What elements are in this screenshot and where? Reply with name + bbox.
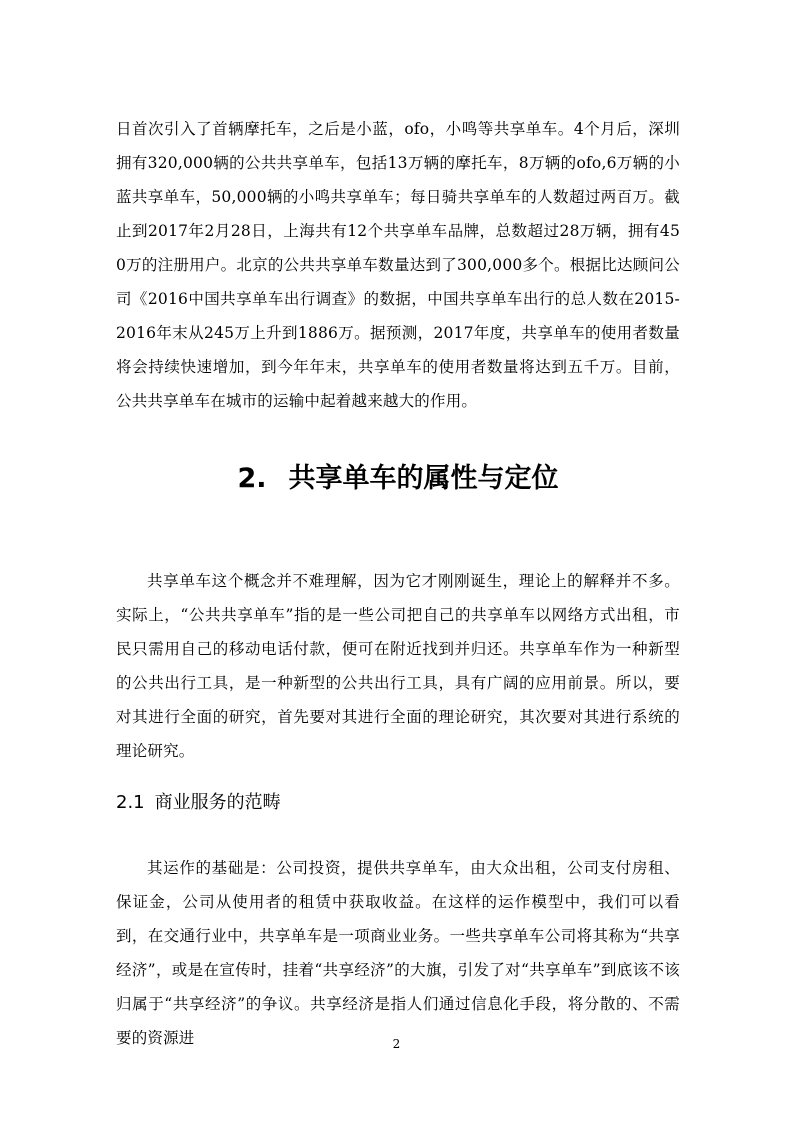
body-paragraph: 日首次引入了首辆摩托车，之后是小蓝，ofo，小鸣等共享单车。4个月后，深圳拥有320,000辆的公共共享单车，包括13万辆的摩托车，8万辆的ofo,6万辆的小蓝共享单车，50,000辆的小鸣共享单车；每日骑共享单车的人数超过两百万。截止到2017年2月28日，上海共有12个共享单车品牌，总数超过28万辆，拥有450万的注册用户。北京的公共共享单车数量达到了300,000多个。根据比达顾问公司《2016中国共享单车出行调查》的数据，中国共享单车出行的总人数在2015-2016年末从245万上升到1886万。据预测，2017年度，共享单车的使用者数量将会持续快速增加，到今年年末，共享单车的使用者数量将达到五千万。目前，公共共享单车在城市的运输中起着越来越大的作用。 <box>116 120 680 410</box>
subsection-heading <box>116 789 281 817</box>
section-number: 2. <box>237 463 267 494</box>
page-number: 2 <box>392 1037 401 1051</box>
body-paragraph: 共享单车这个概念并不难理解，因为它才刚刚诞生，理论上的解释并不多。实际上，“公共共享单车”指的是一些公司把自己的共享单车以网络方式出租，市民只需用自己的移动电话付款，便可在附近找到并归还。共享单车作为一种新型的公共出行工具，是一种新型的公共出行工具，具有广阔的应用前景。所以，要对其进行全面的研究，首先要对其进行全面的理论研究，其次要对其进行系统的理论研究。 <box>116 572 680 760</box>
section-heading <box>116 456 680 502</box>
subsection-number: 2.1 <box>116 792 145 813</box>
subsection-title: 商业服务的范畴 <box>154 792 281 813</box>
section-title: 共享单车的属性与定位 <box>288 463 559 494</box>
body-paragraph: 其运作的基础是：公司投资，提供共享单车，由大众出租，公司支付房租、保证金，公司从使用者的租赁中获取收益。在这样的运作模型中，我们可以看到，在交通行业中，共享单车是一项商业业务。一些共享单车公司将其称为“共享经济”，或是在宣传时，挂着“共享经济”的大旗，引发了对“共享单车”到底该不该归属于“共享经济”的争议。共享经济是指人们通过信息化手段，将分散的、不需要的资源进 <box>116 859 680 1047</box>
